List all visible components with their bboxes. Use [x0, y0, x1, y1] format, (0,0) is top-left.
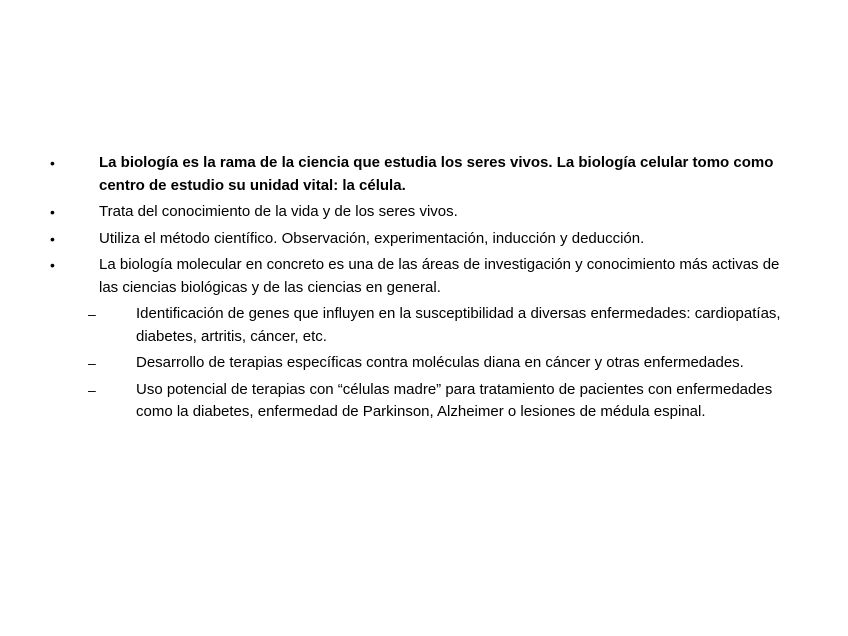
subbullet-item-2 [0, 352, 848, 375]
bullet-item-2 [0, 201, 848, 224]
bullet-list [0, 152, 848, 428]
bullet-text: La biología molecular en concreto es una de las áreas de investigación y conocimiento más activas de las ciencias biológicas y de las ciencias en general. [99, 256, 780, 296]
dash-marker: – [88, 306, 96, 322]
bullet-item-3 [0, 228, 848, 251]
bullet-text: Utiliza el método científico. Observación, experimentación, inducción y deducción. [99, 229, 645, 247]
subbullet-text: Desarrollo de terapias específicas contra moléculas diana en cáncer y otras enfermedades. [136, 354, 744, 371]
subbullet-item-1 [0, 303, 848, 348]
subbullet-text: Uso potencial de terapias con “células madre” para tratamiento de pacientes con enfermedades como la diabetes, enfermedad de Parkinson, Alzheimer o lesiones de médula espinal. [136, 380, 773, 420]
bullet-marker: • [50, 155, 55, 171]
dash-marker: – [88, 381, 96, 398]
bullet-marker: • [50, 257, 55, 273]
subbullet-item-3 [0, 379, 848, 424]
bullet-text: Trata del conocimiento de la vida y de los seres vivos. [99, 203, 458, 220]
bullet-text: La biología es la rama de la ciencia que estudia los seres vivos. La biología celular tomo como centro de estudio su unidad vital: la célula. [99, 154, 774, 194]
subbullet-text: Identificación de genes que influyen en la susceptibilidad a diversas enfermedades: cardiopatías, diabetes, artritis, cáncer, etc. [136, 305, 781, 345]
bullet-item-4 [0, 254, 848, 299]
bullet-marker: • [50, 230, 55, 247]
dash-marker: – [88, 355, 96, 371]
bullet-marker: • [50, 204, 55, 220]
bullet-item-1 [0, 152, 848, 197]
